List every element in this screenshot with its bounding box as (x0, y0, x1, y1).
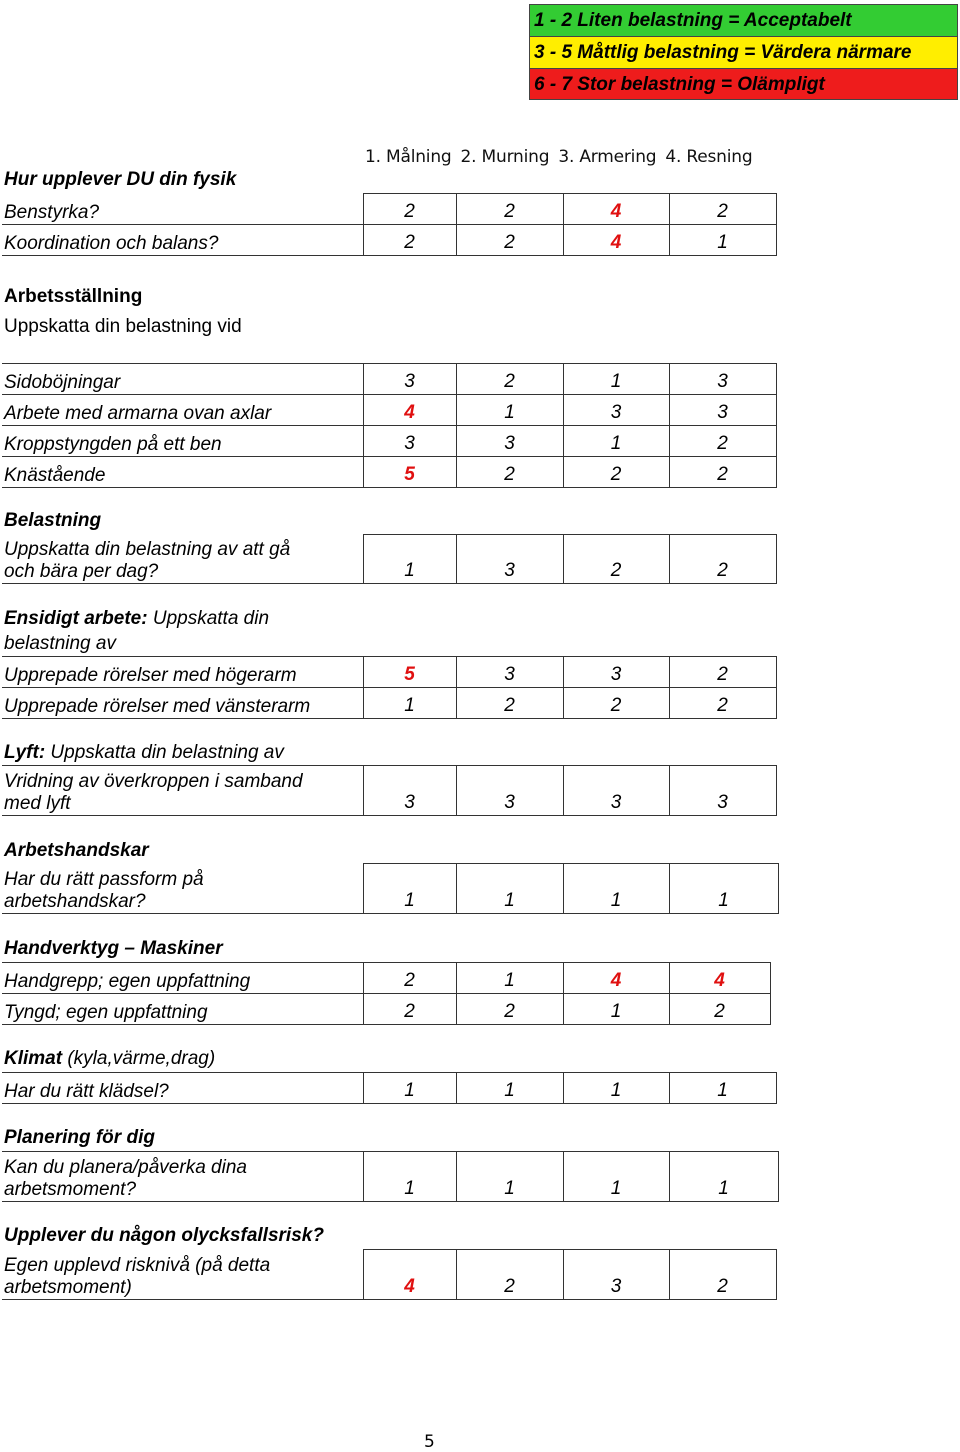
value-cell: 3 (563, 657, 669, 688)
value-cell: 1 (563, 864, 669, 914)
table-planering (2, 1151, 779, 1202)
value-cell: 2 (669, 657, 776, 688)
row-label-line-2: med lyft (4, 793, 71, 814)
section-title-handskar: Arbetshandskar (4, 840, 149, 861)
value-cell: 4 (669, 963, 770, 994)
row-label: Sidoböjningar (2, 364, 363, 395)
column-headers (365, 147, 761, 167)
table-row (2, 1250, 776, 1300)
table-row (2, 364, 776, 395)
value-cell: 3 (563, 1250, 669, 1300)
value-cell: 1 (456, 963, 563, 994)
section-title-planering: Planering för dig (4, 1127, 155, 1148)
value-cell: 5 (363, 457, 456, 488)
table-row (2, 1152, 778, 1202)
section-title-ensidigt-rest: Uppskatta din (147, 608, 270, 629)
value-cell: 2 (669, 426, 776, 457)
table-row (2, 657, 776, 688)
value-cell: 2 (669, 994, 770, 1025)
value-cell: 4 (563, 225, 669, 256)
section-title-lyft (4, 742, 284, 764)
row-label (2, 766, 363, 816)
value-cell: 3 (669, 395, 776, 426)
value-cell: 1 (563, 1152, 669, 1202)
row-label: Arbete med armarna ovan axlar (2, 395, 363, 426)
row-label: Kroppstyngden på ett ben (2, 426, 363, 457)
table-row (2, 225, 776, 256)
value-cell: 3 (669, 364, 776, 395)
table-row (2, 457, 776, 488)
section-subtitle-arbetsstallning: Uppskatta din belastning vid (4, 316, 242, 337)
section-title-lyft-bold: Lyft: (4, 742, 46, 763)
row-label-line-1: Har du rätt passform på (4, 869, 204, 890)
value-cell: 2 (456, 364, 563, 395)
value-cell: 1 (563, 994, 669, 1025)
value-cell: 3 (363, 364, 456, 395)
value-cell: 2 (456, 1250, 563, 1300)
value-cell: 2 (669, 688, 776, 719)
column-header-2: 2. Murning (460, 147, 550, 167)
row-label (2, 1152, 363, 1202)
value-cell: 2 (669, 1250, 776, 1300)
row-label-line-1: Egen upplevd risknivå (på detta (4, 1255, 271, 1276)
value-cell: 5 (363, 657, 456, 688)
value-cell: 1 (669, 225, 776, 256)
value-cell: 2 (363, 994, 456, 1025)
section-title-ensidigt-line-2: belastning av (4, 633, 116, 654)
value-cell: 2 (456, 194, 563, 225)
page-number: 5 (424, 1432, 435, 1452)
value-cell: 3 (563, 766, 669, 816)
section-title-fysik: Hur upplever DU din fysik (4, 169, 237, 190)
table-row (2, 963, 770, 994)
table-row (2, 194, 776, 225)
row-label-line-2: arbetsmoment? (4, 1179, 137, 1200)
table-row (2, 395, 776, 426)
section-title-olycka: Upplever du någon olycksfallsrisk? (4, 1225, 324, 1246)
row-label: Knästående (2, 457, 363, 488)
value-cell: 4 (363, 1250, 456, 1300)
legend-red: 6 - 7 Stor belastning = Olämpligt (529, 68, 958, 100)
value-cell: 2 (563, 688, 669, 719)
value-cell: 1 (363, 864, 456, 914)
value-cell: 3 (669, 766, 776, 816)
row-label: Tyngd; egen uppfattning (2, 994, 363, 1025)
table-row (2, 426, 776, 457)
legend-yellow: 3 - 5 Måttlig belastning = Värdera närmare (529, 36, 958, 68)
row-label (2, 1250, 363, 1300)
row-label: Benstyrka? (2, 194, 363, 225)
row-label: Koordination och balans? (2, 225, 363, 256)
table-handverktyg (2, 962, 771, 1025)
value-cell: 2 (363, 194, 456, 225)
value-cell: 3 (456, 535, 563, 584)
section-title-klimat (4, 1048, 215, 1070)
row-label-line-2: och bära per dag? (4, 561, 159, 582)
value-cell: 4 (563, 963, 669, 994)
value-cell: 3 (363, 766, 456, 816)
table-row (2, 688, 776, 719)
row-label-line-1: Vridning av överkroppen i samband (4, 771, 303, 792)
table-olycka (2, 1249, 777, 1300)
value-cell: 2 (563, 535, 669, 584)
table-lyft (2, 765, 777, 816)
column-header-1: 1. Målning (365, 147, 452, 167)
value-cell: 2 (669, 194, 776, 225)
column-header-3: 3. Armering (558, 147, 657, 167)
value-cell: 1 (456, 395, 563, 426)
table-row (2, 994, 770, 1025)
table-row (2, 864, 778, 914)
row-label: Upprepade rörelser med högerarm (2, 657, 363, 688)
table-row (2, 1073, 776, 1104)
value-cell: 2 (456, 688, 563, 719)
row-label-line-2: arbetshandskar? (4, 891, 146, 912)
table-ensidigt (2, 656, 777, 719)
table-klimat (2, 1072, 777, 1104)
value-cell: 1 (456, 1152, 563, 1202)
row-label-line-2: arbetsmoment) (4, 1277, 132, 1298)
value-cell: 1 (363, 535, 456, 584)
value-cell: 1 (363, 1152, 456, 1202)
row-label: Handgrepp; egen uppfattning (2, 963, 363, 994)
value-cell: 2 (363, 963, 456, 994)
value-cell: 2 (456, 457, 563, 488)
value-cell: 1 (563, 364, 669, 395)
table-row (2, 535, 776, 584)
value-cell: 3 (456, 426, 563, 457)
section-title-ensidigt (4, 608, 269, 630)
value-cell: 2 (363, 225, 456, 256)
table-fysik (2, 193, 777, 256)
legend-green: 1 - 2 Liten belastning = Acceptabelt (529, 4, 958, 36)
value-cell: 4 (363, 395, 456, 426)
section-title-handverktyg: Handverktyg – Maskiner (4, 938, 223, 959)
row-label: Upprepade rörelser med vänsterarm (2, 688, 363, 719)
value-cell: 1 (669, 1073, 776, 1104)
section-title-ensidigt-bold: Ensidigt arbete: (4, 608, 148, 629)
value-cell: 2 (456, 994, 563, 1025)
value-cell: 2 (456, 225, 563, 256)
value-cell: 3 (456, 657, 563, 688)
section-title-lyft-rest: Uppskatta din belastning av (45, 742, 284, 763)
value-cell: 3 (456, 766, 563, 816)
section-title-klimat-bold: Klimat (4, 1048, 63, 1069)
value-cell: 1 (363, 688, 456, 719)
table-handskar (2, 863, 779, 914)
value-cell: 2 (563, 457, 669, 488)
row-label-line-1: Uppskatta din belastning av att gå (4, 539, 291, 560)
value-cell: 4 (563, 194, 669, 225)
value-cell: 1 (363, 1073, 456, 1104)
value-cell: 1 (456, 1073, 563, 1104)
value-cell: 1 (456, 864, 563, 914)
section-title-belastning: Belastning (4, 510, 102, 531)
value-cell: 2 (669, 457, 776, 488)
legend (529, 4, 958, 100)
value-cell: 3 (363, 426, 456, 457)
value-cell: 2 (669, 535, 776, 584)
column-header-4: 4. Resning (665, 147, 753, 167)
row-label-line-1: Kan du planera/påverka dina (4, 1157, 247, 1178)
section-title-arbetsstallning: Arbetsställning (4, 286, 143, 307)
value-cell: 1 (669, 1152, 778, 1202)
row-label: Har du rätt klädsel? (2, 1073, 363, 1104)
section-title-klimat-rest: (kyla,värme,drag) (62, 1048, 216, 1069)
value-cell: 1 (669, 864, 778, 914)
value-cell: 1 (563, 426, 669, 457)
table-arbetsstallning (2, 363, 777, 488)
table-row (2, 766, 776, 816)
table-belastning (2, 534, 777, 584)
row-label (2, 535, 363, 584)
value-cell: 1 (563, 1073, 669, 1104)
value-cell: 3 (563, 395, 669, 426)
row-label (2, 864, 363, 914)
